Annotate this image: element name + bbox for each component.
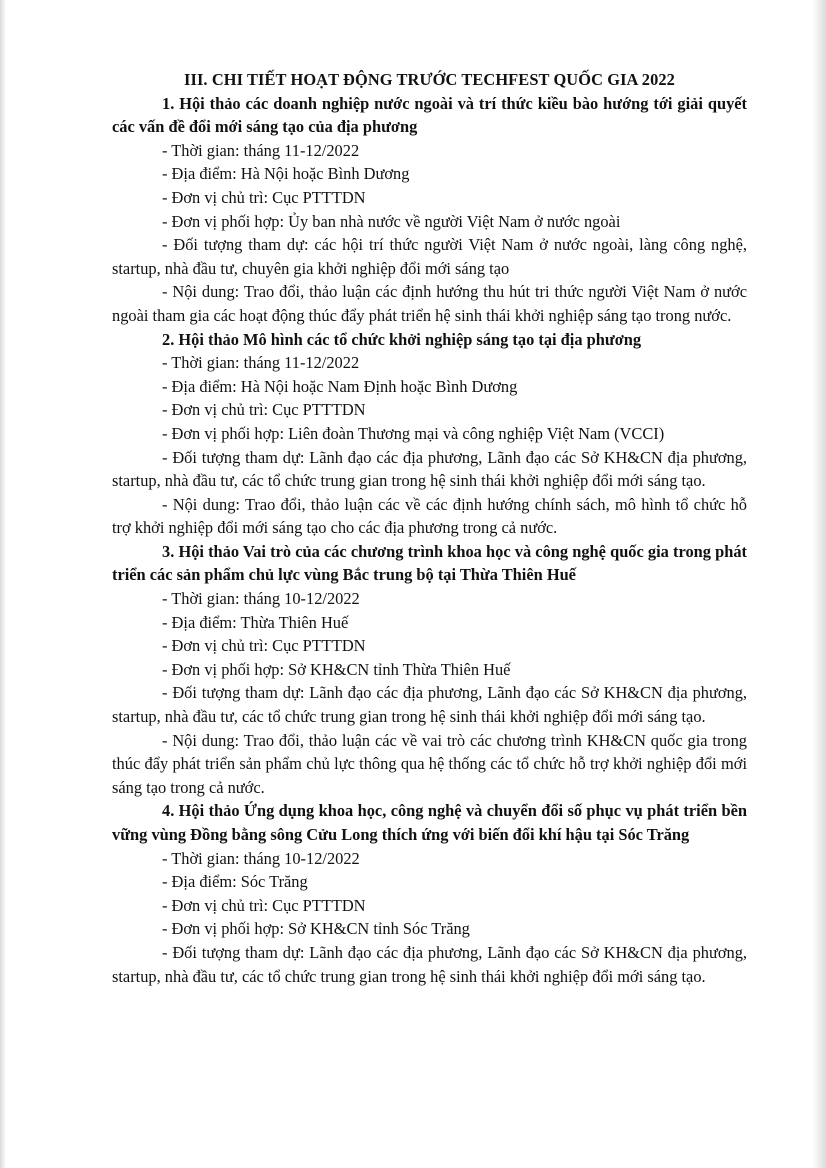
item-host: - Đơn vị chủ trì: Cục PTTTDN xyxy=(162,895,366,915)
scan-edge-right xyxy=(812,0,826,1168)
item-audience: - Đối tượng tham dự: Lãnh đạo các địa phương, Lãnh đạo các Sở KH&CN địa phương, startup, nhà đầu tư, các tổ chức trung gian trong hệ sinh thái khởi nghiệp đổi mới sáng tạo. xyxy=(112,447,747,491)
item-partner: - Đơn vị phối hợp: Ủy ban nhà nước về người Việt Nam ở nước ngoài xyxy=(162,211,621,231)
item-content: - Nội dung: Trao đổi, thảo luận các định hướng thu hút tri thức người Việt Nam ở nước ngoài tham gia các hoạt động thúc đẩy phát triển hệ sinh thái khởi nghiệp sáng tạo trong nước. xyxy=(112,282,747,325)
section-2 xyxy=(112,328,747,540)
item-location: - Địa điểm: Hà Nội hoặc Bình Dương xyxy=(162,164,410,184)
item-location: - Địa điểm: Sóc Trăng xyxy=(162,872,308,892)
section-title: 4. Hội thảo Ứng dụng khoa học, công nghệ và chuyển đổi số phục vụ phát triển bền vững vùng Đồng bằng sông Cửu Long thích ứng với biến đổi khí hậu tại Sóc Trăng xyxy=(112,801,747,844)
item-host: - Đơn vị chủ trì: Cục PTTTDN xyxy=(162,187,366,207)
item-host: - Đơn vị chủ trì: Cục PTTTDN xyxy=(162,636,366,656)
section-1 xyxy=(112,92,747,328)
section-4 xyxy=(112,799,747,988)
item-audience: - Đối tượng tham dự: Lãnh đạo các địa phương, Lãnh đạo các Sở KH&CN địa phương, startup, nhà đầu tư, các tổ chức trung gian trong hệ sinh thái khởi nghiệp đổi mới sáng tạo. xyxy=(112,942,747,986)
item-partner: - Đơn vị phối hợp: Sở KH&CN tỉnh Thừa Thiên Huế xyxy=(162,659,511,679)
section-title: 1. Hội thảo các doanh nghiệp nước ngoài và trí thức kiều bào hướng tới giải quyết các vấn đề đổi mới sáng tạo của địa phương xyxy=(112,93,747,137)
item-partner: - Đơn vị phối hợp: Sở KH&CN tỉnh Sóc Trăng xyxy=(162,919,470,939)
page-title: III. CHI TIẾT HOẠT ĐỘNG TRƯỚC TECHFEST QUỐC GIA 2022 xyxy=(184,70,675,89)
item-content: - Nội dung: Trao đổi, thảo luận các về các định hướng chính sách, mô hình tổ chức hỗ trợ khởi nghiệp đổi mới sáng tạo cho các địa phương trong cả nước. xyxy=(112,494,747,538)
item-host: - Đơn vị chủ trì: Cục PTTTDN xyxy=(162,400,366,420)
item-time: - Thời gian: tháng 11-12/2022 xyxy=(162,353,360,373)
section-3 xyxy=(112,540,747,800)
item-audience: - Đối tượng tham dự: Lãnh đạo các địa phương, Lãnh đạo các Sở KH&CN địa phương, startup, nhà đầu tư, các tổ chức trung gian trong hệ sinh thái khởi nghiệp đổi mới sáng tạo. xyxy=(112,683,747,727)
item-time: - Thời gian: tháng 11-12/2022 xyxy=(162,140,360,160)
item-time: - Thời gian: tháng 10-12/2022 xyxy=(162,848,360,868)
item-time: - Thời gian: tháng 10-12/2022 xyxy=(162,589,360,609)
section-title: 2. Hội thảo Mô hình các tổ chức khởi nghiệp sáng tạo tại địa phương xyxy=(162,329,642,349)
scan-edge-left xyxy=(0,0,6,1168)
item-audience: - Đối tượng tham dự: các hội trí thức người Việt Nam ở nước ngoài, làng công nghệ, startup, nhà đầu tư, chuyên gia khởi nghiệp đổi mới sáng tạo xyxy=(112,235,747,278)
item-content: - Nội dung: Trao đổi, thảo luận các về vai trò các chương trình KH&CN quốc gia trong thúc đẩy phát triển sản phẩm chủ lực thông qua hệ thống các tổ chức hỗ trợ khởi nghiệp đổi mới sáng tạo trong cả nước. xyxy=(112,730,747,797)
item-location: - Địa điểm: Thừa Thiên Huế xyxy=(162,612,349,632)
document-page xyxy=(112,68,747,988)
section-title: 3. Hội thảo Vai trò của các chương trình khoa học và công nghệ quốc gia trong phát triển các sản phẩm chủ lực vùng Bắc trung bộ tại Thừa Thiên Huế xyxy=(112,541,747,585)
item-partner: - Đơn vị phối hợp: Liên đoàn Thương mại và công nghiệp Việt Nam (VCCI) xyxy=(162,423,665,443)
item-location: - Địa điểm: Hà Nội hoặc Nam Định hoặc Bình Dương xyxy=(162,376,518,396)
